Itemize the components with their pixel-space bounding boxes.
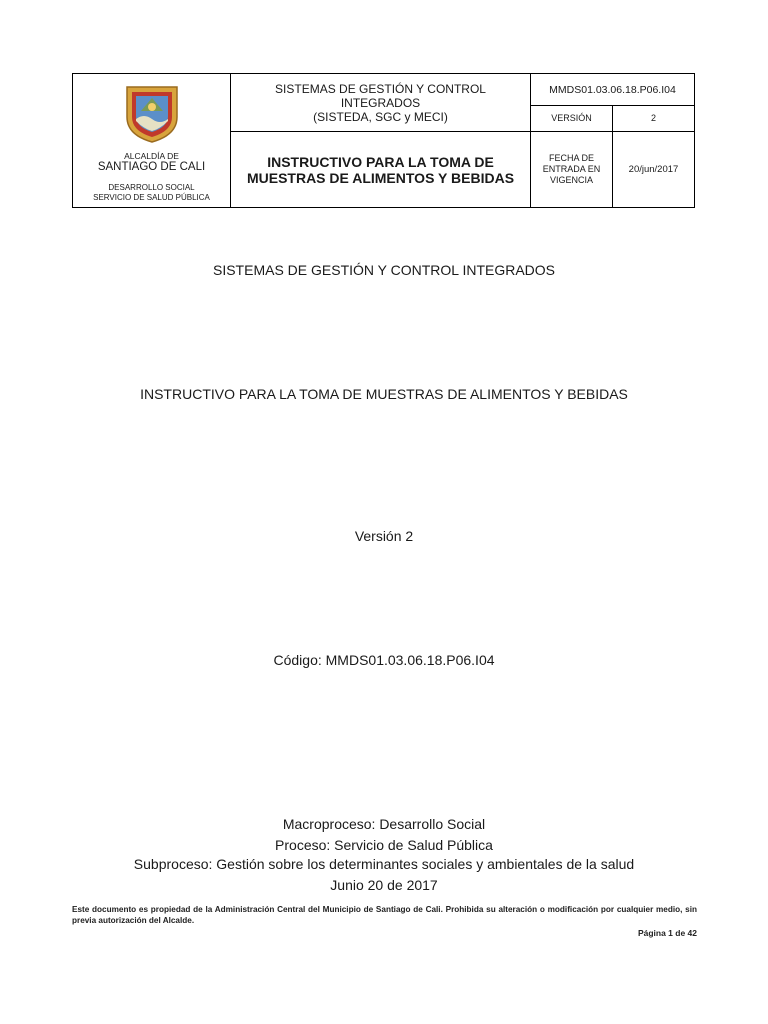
macroprocess-text: Macroproceso: Desarrollo Social	[282, 816, 486, 832]
document-title: INSTRUCTIVO PARA LA TOMA DE MUESTRAS DE ALIMENTOS Y BEBIDAS	[140, 386, 628, 402]
document-title-cell: INSTRUCTIVO PARA LA TOMA DE MUESTRAS DE ALIMENTOS Y BEBIDAS	[231, 132, 531, 208]
page-number: Página 1 de 42	[637, 928, 697, 938]
coat-of-arms-icon	[121, 83, 183, 145]
effective-date-value: 20/jun/2017	[613, 132, 695, 208]
system-cell	[231, 74, 531, 132]
code-text: Código: MMDS01.03.06.18.P06.I04	[273, 652, 495, 668]
subprocess-text: Subproceso: Gestión sobre los determinantes sociales y ambientales de la salud	[133, 856, 635, 872]
process-text: Proceso: Servicio de Salud Pública	[275, 837, 493, 853]
date-text: Junio 20 de 2017	[330, 877, 438, 893]
org-name-line2: SANTIAGO DE CALI	[97, 160, 206, 173]
system-acronyms: (SISTEDA, SGC y MECI)	[313, 109, 448, 124]
org-service: SERVICIO DE SALUD PÚBLICA	[93, 192, 210, 202]
version-value: 2	[613, 106, 695, 132]
systems-title: SISTEMAS DE GESTIÓN Y CONTROL INTEGRADOS	[212, 262, 556, 278]
logo-cell	[73, 74, 231, 208]
document-code-cell: MMDS01.03.06.18.P06.I04	[531, 74, 695, 106]
org-department: DESARROLLO SOCIAL	[108, 182, 195, 192]
org-name-line1: ALCALDÍA DE	[124, 150, 179, 161]
version-text: Versión 2	[354, 528, 414, 544]
effective-date-label: FECHA DE ENTRADA EN VIGENCIA	[531, 132, 613, 208]
version-label: VERSIÓN	[531, 106, 613, 132]
system-name: SISTEMAS DE GESTIÓN Y CONTROL INTEGRADOS	[275, 81, 486, 110]
header-table	[72, 73, 695, 208]
ownership-note: Este documento es propiedad de la Administración Central del Municipio de Santiago de Cali. Prohibida su alteración o modificación por cualquier medio, sin previa autorización del Alcalde.	[72, 905, 697, 925]
